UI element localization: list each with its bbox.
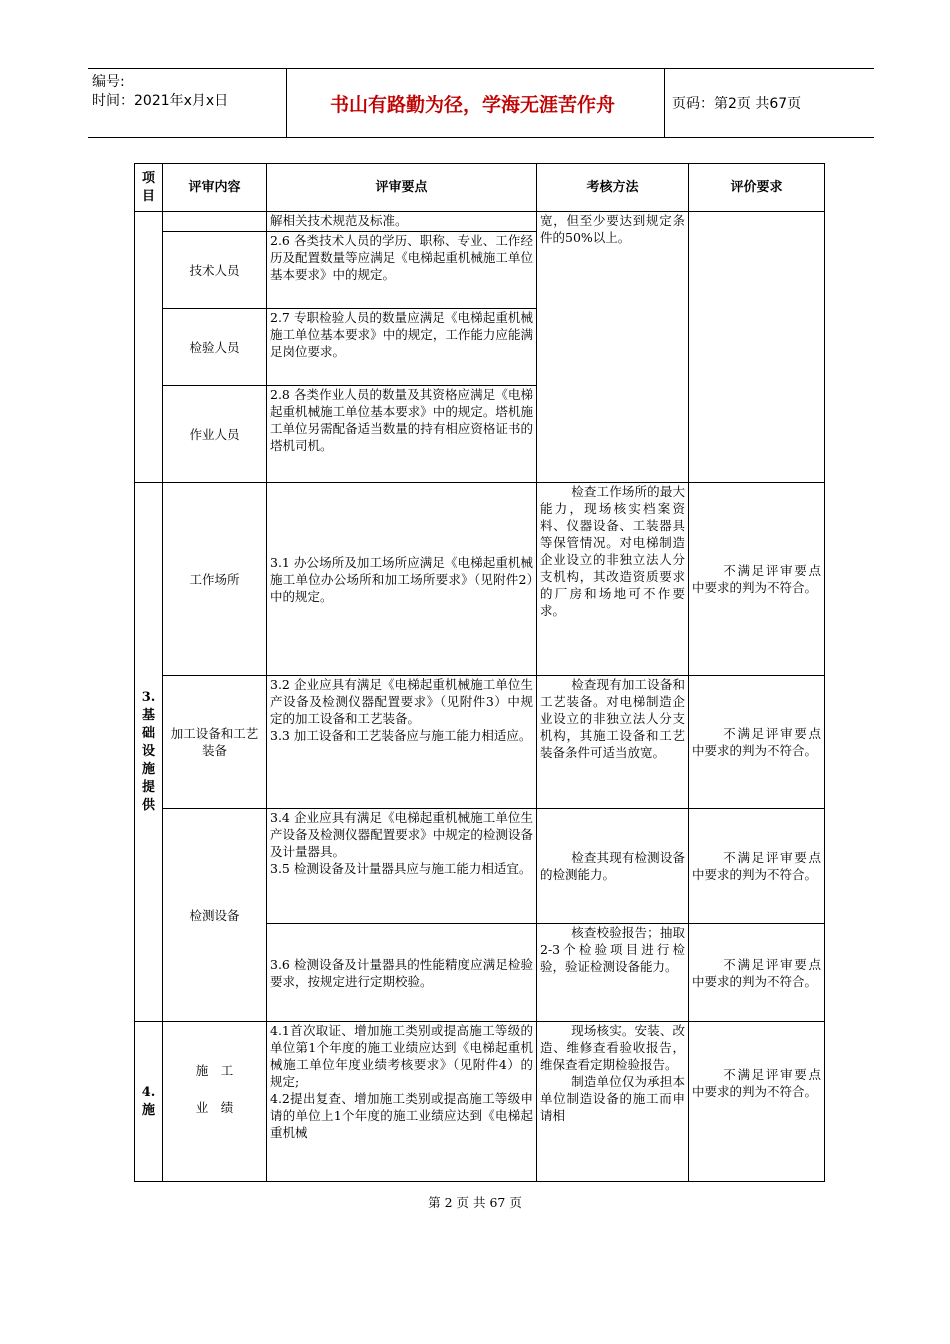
- header-page-code: 页码：第2页 共67页: [672, 96, 802, 112]
- column-header-points: 评审要点: [267, 164, 537, 212]
- document-number-label: 编号:: [92, 74, 125, 90]
- points-item: 3.3 加工设备和工艺装备应与施工能力相适应。: [270, 728, 532, 743]
- project-cell-empty: [135, 212, 163, 483]
- method-cell: [537, 1022, 689, 1182]
- method-cell: 检查其现有检测设备的检测能力。: [537, 809, 689, 924]
- project-cell-infrastructure: 3.基础设施提供: [135, 483, 163, 1022]
- content-line: 施 工: [195, 1063, 234, 1078]
- content-line: 业 绩: [195, 1100, 234, 1115]
- points-cell: 2.8 各类作业人员的数量及其资格应满足《电梯起重机械施工单位基本要求》中的规定。塔机施工单位另需配备适当数量的持有相应资格证书的塔机司机。: [267, 386, 537, 483]
- method-cell: 宽，但至少要达到规定条件的50%以上。: [537, 212, 689, 483]
- points-cell: 3.1 办公场所及加工场所应满足《电梯起重机械施工单位办公场所和加工场所要求》（见附件2）中的规定。: [267, 483, 537, 676]
- points-cell: 解相关技术规范及标准。: [267, 212, 537, 232]
- header-motto: 书山有路勤为径，学海无涯苦作舟: [329, 93, 615, 116]
- evaluation-cell: 不满足评审要点中要求的判为不符合。: [689, 809, 825, 924]
- method-item: 制造单位仅为承担本单位制造设备的施工而申请相: [540, 1074, 685, 1123]
- points-cell: 2.7 专职检验人员的数量应满足《电梯起重机械施工单位基本要求》中的规定，工作能力应能满足岗位要求。: [267, 309, 537, 386]
- evaluation-cell: 不满足评审要点中要求的判为不符合。: [689, 924, 825, 1022]
- content-cell: 检验人员: [163, 309, 267, 386]
- points-cell: 2.6 各类技术人员的学历、职称、专业、工作经历及配置数量等应满足《电梯起重机械施工单位基本要求》中的规定。: [267, 232, 537, 309]
- content-cell: 加工设备和工艺装备: [163, 676, 267, 809]
- column-header-method: 考核方法: [537, 164, 689, 212]
- table-row: [135, 809, 825, 924]
- document-time: 时间：2021年x月x日: [92, 93, 229, 109]
- evaluation-cell: 不满足评审要点中要求的判为不符合。: [689, 483, 825, 676]
- table-row: [135, 212, 825, 232]
- points-cell: [267, 1022, 537, 1182]
- evaluation-cell: 不满足评审要点中要求的判为不符合。: [689, 676, 825, 809]
- column-header-content: 评审内容: [163, 164, 267, 212]
- points-item: 4.1首次取证、增加施工类别或提高施工等级的单位第1个年度的施工业绩应达到《电梯起重机械施工单位年度业绩考核要求》（见附件4）的规定;: [270, 1023, 533, 1089]
- content-cell: 检测设备: [163, 809, 267, 1022]
- review-table: [134, 163, 825, 1182]
- page-footer: 第 2 页 共 67 页: [428, 1195, 522, 1210]
- content-cell: 作业人员: [163, 386, 267, 483]
- points-cell: 3.6 检测设备及计量器具的性能精度应满足检验要求，按规定进行定期校验。: [267, 924, 537, 1022]
- method-item: 现场核实。安装、改造、维修查看验收报告，维保查看定期检验报告。: [540, 1023, 685, 1072]
- points-cell: [267, 809, 537, 924]
- method-cell: 检查工作场所的最大能力，现场核实档案资料、仪器设备、工装器具等保管情况。对电梯制造企业设立的非独立法人分支机构，其改造资质要求的厂房和场地可不作要求。: [537, 483, 689, 676]
- table-header-row: [135, 164, 825, 212]
- page-header: [88, 68, 874, 138]
- points-item: 3.4 企业应具有满足《电梯起重机械施工单位生产设备及检测仪器配置要求》中规定的检测设备及计量器具。: [270, 810, 533, 859]
- table-row: [135, 1022, 825, 1182]
- table-row: [135, 483, 825, 676]
- content-cell-empty: [163, 212, 267, 232]
- content-cell: 工作场所: [163, 483, 267, 676]
- points-item: 3.2 企业应具有满足《电梯起重机械施工单位生产设备及检测仪器配置要求》（见附件3）中规定的加工设备和工艺装备。: [270, 677, 533, 726]
- header-meta: [92, 73, 282, 111]
- evaluation-cell: 不满足评审要点中要求的判为不符合。: [689, 1022, 825, 1182]
- evaluation-cell-empty: [689, 212, 825, 483]
- column-header-project: 项目: [135, 164, 163, 212]
- method-cell: 检查现有加工设备和工艺装备。对电梯制造企业设立的非独立法人分支机构，其施工设备和工艺装备条件可适当放宽。: [537, 676, 689, 809]
- points-item: 4.2提出复查、增加施工类别或提高施工等级申请的单位上1个年度的施工业绩应达到《电梯起重机械: [270, 1091, 533, 1140]
- content-cell: [163, 1022, 267, 1182]
- method-cell: 核查校验报告；抽取2-3个检验项目进行检验，验证检测设备能力。: [537, 924, 689, 1022]
- content-cell: 技术人员: [163, 232, 267, 309]
- table-row: [135, 676, 825, 809]
- project-cell-construction: 4.施: [135, 1022, 163, 1182]
- points-item: 3.5 检测设备及计量器具应与施工能力相适宜。: [270, 861, 532, 876]
- points-cell: [267, 676, 537, 809]
- column-header-evaluation: 评价要求: [689, 164, 825, 212]
